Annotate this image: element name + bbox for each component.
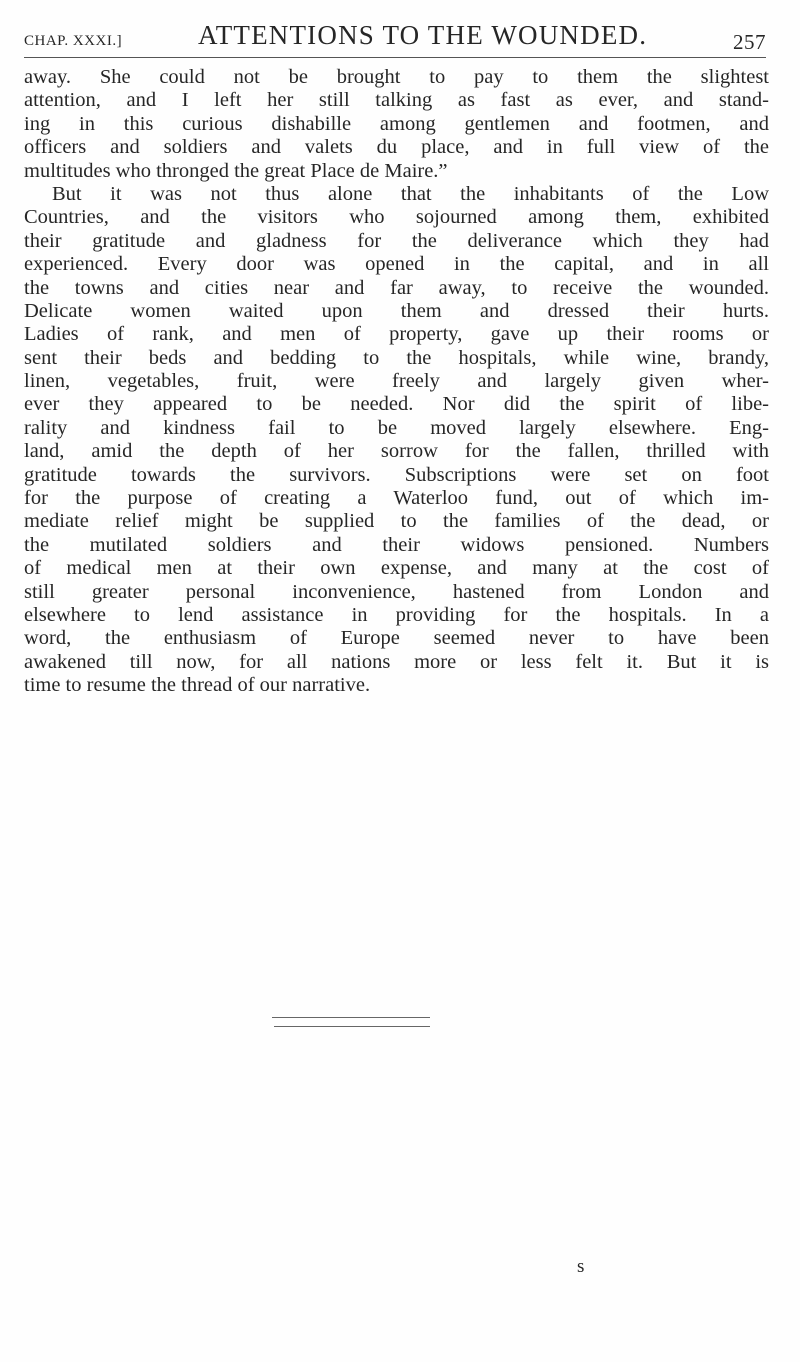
text-line: sent their beds and bedding to the hospitals, while wine, brandy, xyxy=(24,346,769,369)
text-line: of medical men at their own expense, and many at the cost of xyxy=(24,557,769,580)
text-line: Ladies of rank, and men of property, gave up their rooms or xyxy=(24,323,769,346)
page-number: 257 xyxy=(733,30,766,54)
section-end-rule xyxy=(272,1017,430,1018)
text-line: time to resume the thread of our narrative. xyxy=(24,674,371,697)
text-line: awakened till now, for all nations more or less felt it. But it is xyxy=(24,650,769,673)
text-line: land, amid the depth of her sorrow for the fallen, thrilled with xyxy=(24,440,769,463)
text-line: gratitude towards the survivors. Subscriptions were set on foot xyxy=(24,463,769,486)
text-line: away. She could not be brought to pay to them the slightest xyxy=(24,66,769,88)
running-title: ATTENTIONS TO THE WOUNDED. xyxy=(198,20,648,50)
text-line: elsewhere to lend assistance in providing for the hospitals. In a xyxy=(24,603,769,626)
text-line: the towns and cities near and far away, to receive the wounded. xyxy=(24,276,769,299)
text-line: officers and soldiers and valets du place, and in full view of the xyxy=(24,136,769,159)
text-line: Delicate women waited upon them and dressed their hurts. xyxy=(24,299,769,322)
body-text xyxy=(24,66,769,698)
text-line: mediate relief might be supplied to the families of the dead, or xyxy=(24,510,769,533)
text-line: Countries, and the visitors who sojourned among them, exhibited xyxy=(24,206,769,229)
text-line: ever they appeared to be needed. Nor did the spirit of libe- xyxy=(24,393,769,416)
text-line: the mutilated soldiers and their widows pensioned. Numbers xyxy=(24,533,769,556)
text-line: linen, vegetables, fruit, were freely and largely given wher- xyxy=(24,370,769,393)
section-end-rule xyxy=(274,1026,430,1027)
header-rule xyxy=(24,57,766,58)
signature-mark: s xyxy=(577,1256,585,1277)
text-line: for the purpose of creating a Waterloo fund, out of which im- xyxy=(24,487,769,510)
text-line: still greater personal inconvenience, hastened from London and xyxy=(24,580,769,603)
chapter-reference: CHAP. XXXI.] xyxy=(24,33,123,49)
text-line: multitudes who thronged the great Place de Maire.” xyxy=(24,159,448,182)
text-line: rality and kindness fail to be moved largely elsewhere. Eng- xyxy=(24,416,769,439)
text-line: attention, and I left her still talking as fast as ever, and stand- xyxy=(24,89,769,112)
text-line: word, the enthusiasm of Europe seemed never to have been xyxy=(24,627,769,650)
text-line: their gratitude and gladness for the deliverance which they had xyxy=(24,229,769,252)
text-line: experienced. Every door was opened in the capital, and in all xyxy=(24,253,769,276)
text-line: But it was not thus alone that the inhabitants of the Low xyxy=(52,182,769,205)
text-line: ing in this curious dishabille among gentlemen and footmen, and xyxy=(24,112,769,135)
running-head xyxy=(24,14,766,54)
